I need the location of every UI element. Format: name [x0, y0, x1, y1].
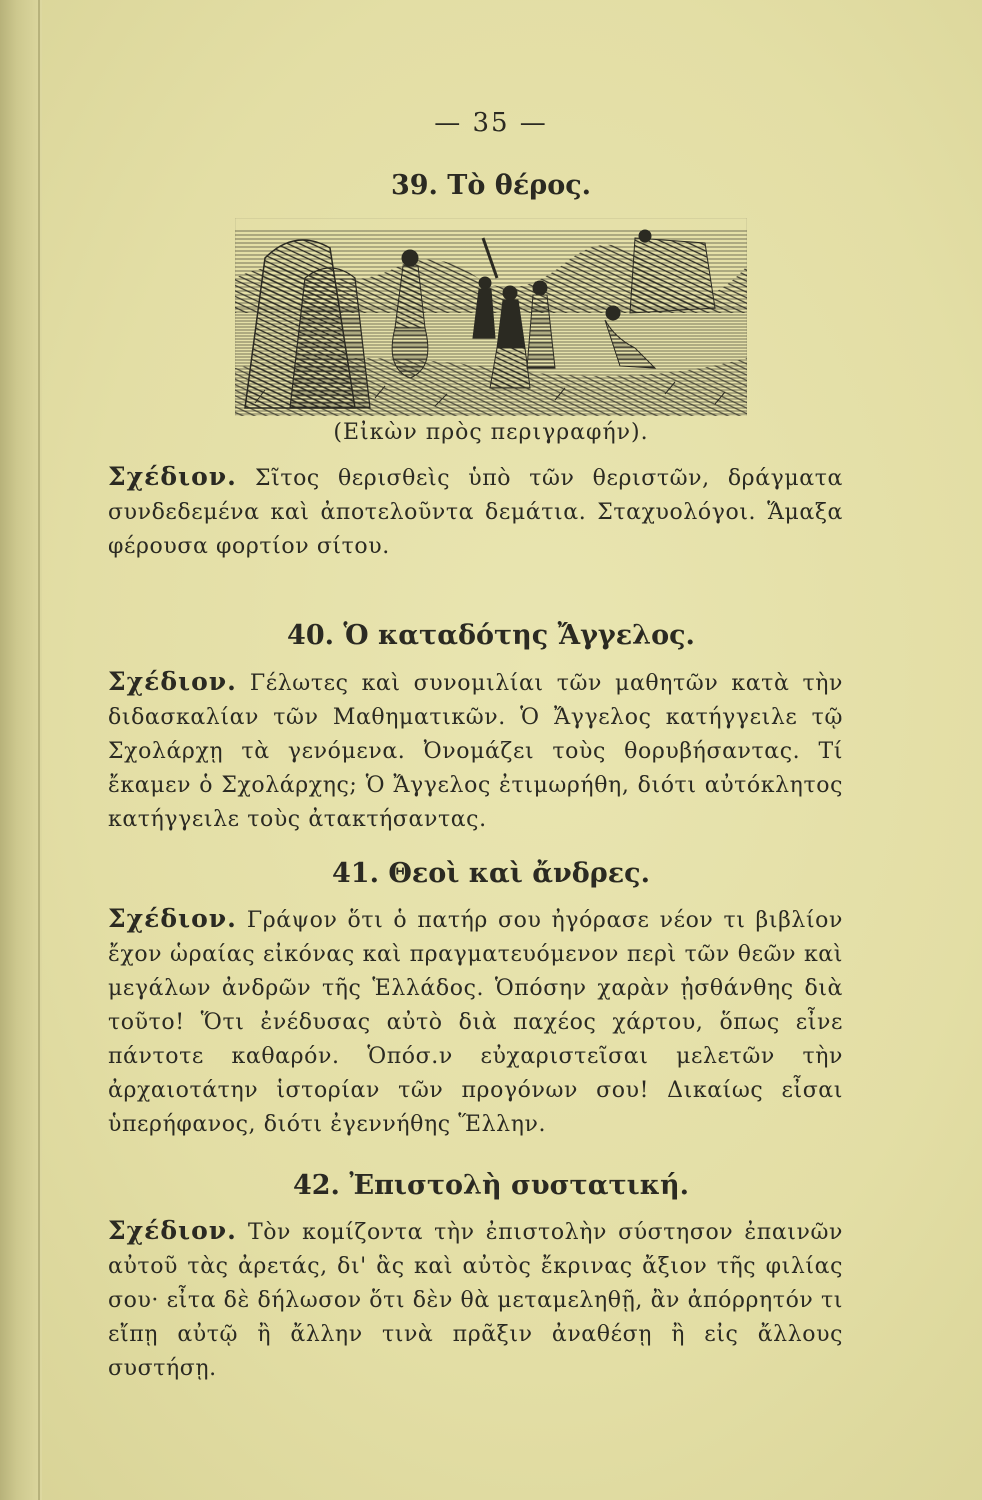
section-lead-41: Σχέδιον.	[108, 904, 237, 933]
section-text-42: Τὸν κομίζοντα τὴν ἐπιστολὴν σύστησον ἐπαινῶν αὐτοῦ τὰς ἀρετάς, δι' ἃς καὶ αὐτὸς ἔκρινας ἄξιον τῆς φιλίας σου· εἶτα δὲ δήλωσον ὅτι δὲν θὰ μεταμεληθῇ, ἂν ἀπόρρητόν τι εἴπῃ αὐτῷ ἢ ἄλλην τινὰ πρᾶξιν ἀναθέσῃ ἢ εἰς ἄλλους συστήσῃ.	[108, 1220, 844, 1381]
section-body-42	[108, 1214, 843, 1386]
section-body-41	[108, 902, 843, 1142]
section-lead-40: Σχέδιον.	[108, 667, 237, 696]
section-text-39: Σῖτος θερισθεὶς ὑπὸ τῶν θεριστῶν, δράγματα συνδεδεμένα καὶ ἀποτελοῦντα δεμάτια. Σταχυολόγοι. Ἅμαξα φέρουσα φορτίον σίτου.	[108, 466, 843, 559]
gutter-line	[38, 0, 40, 1500]
section-lead-39: Σχέδιον.	[108, 462, 237, 491]
section-heading-42: 42. Ἐπιστολὴ συστατική.	[292, 1170, 689, 1201]
section-body-39	[108, 460, 843, 564]
section-body-40	[108, 665, 843, 837]
book-gutter	[0, 0, 42, 1500]
section-heading-40: 40. Ὁ καταδότης Ἄγγελος.	[287, 620, 695, 651]
harvest-illustration	[235, 218, 747, 416]
page-number: — 35 —	[434, 108, 548, 138]
section-heading-41: 41. Θεοὶ καὶ ἄνδρες.	[332, 858, 650, 889]
section-heading-39: 39. Τὸ θέρος.	[390, 170, 592, 201]
section-text-40: Γέλωτες καὶ συνομιλίαι τῶν μαθητῶν κατὰ τὴν διδασκαλίαν τῶν Μαθηματικῶν. Ὁ Ἄγγελος κατήγγειλε τῷ Σχολάρχῃ τὰ γενόμενα. Ὀνομάζει τοὺς θορυβήσαντας. Τί ἔκαμεν ὁ Σχολάρχης; Ὁ Ἄγγελος ἐτιμωρήθη, διότι αὐτόκλητος κατήγγειλε τοὺς ἀτακτήσαντας.	[108, 671, 843, 832]
illustration-caption: (Εἰκὼν πρὸς περιγραφήν).	[333, 420, 649, 445]
section-text-41: Γράψον ὅτι ὁ πατήρ σου ἠγόρασε νέον τι βιβλίον ἔχον ὡραίας εἰκόνας καὶ πραγματευόμενον περὶ τῶν θεῶν καὶ μεγάλων ἀνδρῶν τῆς Ἑλλάδος. Ὁπόσην χαρὰν ᾐσθάνθης διὰ τοῦτο! Ὅτι ἐνέδυσας αὐτὸ διὰ παχέος χάρτου, ὅπως εἶνε πάντοτε καθαρόν. Ὁπόσ.ν εὐχαριστεῖσαι μελετῶν τὴν ἀρχαιοτάτην ἱστορίαν τῶν προγόνων σου! Δικαίως εἶσαι ὑπερήφανος, διότι ἐγεννήθης Ἕλλην.	[108, 908, 843, 1137]
section-lead-42: Σχέδιον.	[108, 1216, 237, 1245]
